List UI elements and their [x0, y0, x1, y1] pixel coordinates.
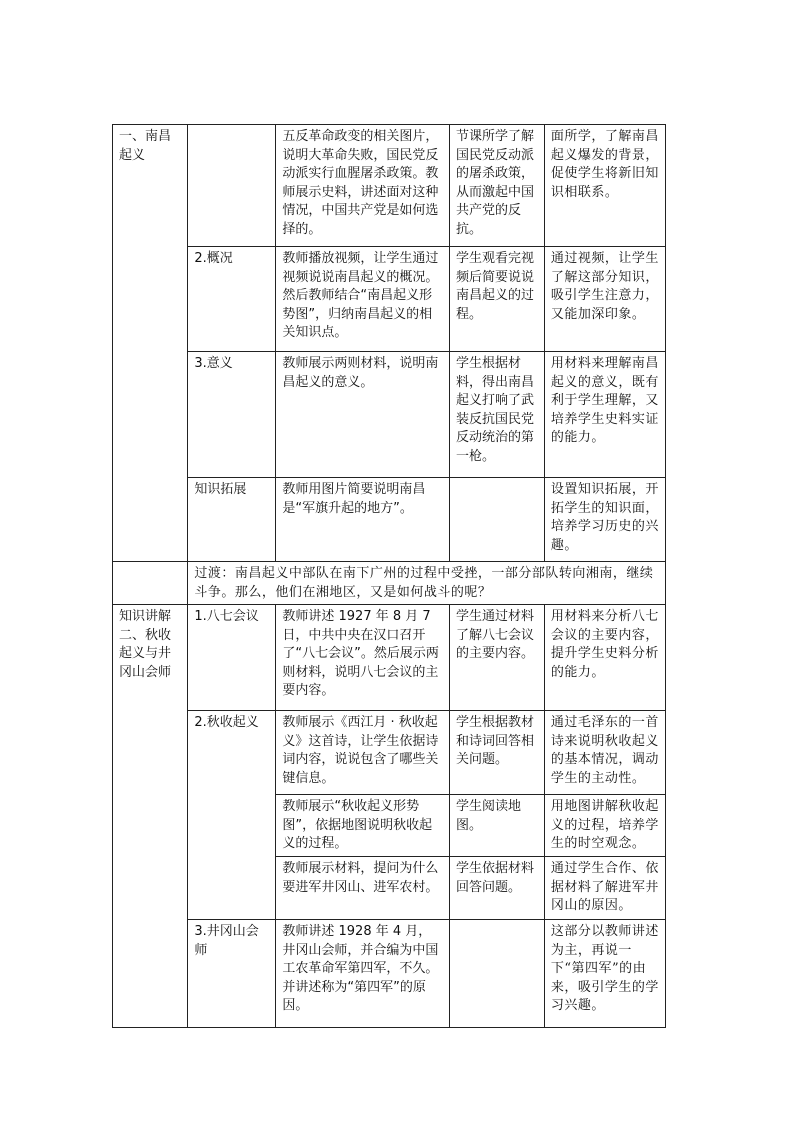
- section-nanchang-uprising: 一、南昌起义: [113, 125, 188, 562]
- table-row: [113, 125, 666, 247]
- design-intent-cell: 通过毛泽东的一首诗来说明秋收起义的基本情况，调动学生的主动性。: [544, 711, 665, 795]
- teacher-activity-cell: 五反革命政变的相关图片，说明大革命失败，国民党反动派实行血腥屠杀政策。教师展示史料，讲述面对这种情况，中国共产党是如何选择的。: [276, 125, 450, 247]
- design-intent-cell: 用地图讲解秋收起义的过程，培养学生的时空观念。: [544, 795, 665, 857]
- table-row: [113, 478, 666, 562]
- design-intent-cell: 这部分以教师讲述为主，再说一下“第四军”的由来，吸引学生的学习兴趣。: [544, 920, 665, 1028]
- table-row: [113, 711, 666, 795]
- table-row: [113, 247, 666, 352]
- teacher-activity-cell: 教师讲述 1927 年 8 月 7 日，中共中央在汉口召开了“八七会议”。然后展示两则材料，说明八七会议的主要内容。: [276, 605, 450, 711]
- student-activity-cell: [450, 920, 545, 1028]
- teacher-activity-cell: 教师展示《西江月 · 秋收起义》这首诗，让学生依据诗词内容，说说包含了哪些关键信息。: [276, 711, 450, 795]
- design-intent-cell: 通过学生合作、依据材料了解进军井冈山的原因。: [544, 857, 665, 920]
- teacher-activity-cell: 教师用图片简要说明南昌是“军旗升起的地方”。: [276, 478, 450, 562]
- table-row: [113, 605, 666, 711]
- student-activity-cell: [450, 478, 545, 562]
- student-activity-cell: 学生观看完视频后简要说说南昌起义的过程。: [450, 247, 545, 352]
- transition-text: 过渡：南昌起义中部队在南下广州的过程中受挫，一部分部队转向湘南，继续斗争。那么，他们在湘地区，又是如何战斗的呢？: [188, 562, 666, 605]
- teacher-activity-cell: 教师播放视频，让学生通过视频说说南昌起义的概况。然后教师结合“南昌起义形势图”，归纳南昌起义的相关知识点。: [276, 247, 450, 352]
- topic-overview: 2.概况: [188, 247, 276, 352]
- design-intent-cell: 用材料来理解南昌起义的意义，既有利于学生理解，又培养学生史料实证的能力。: [544, 352, 665, 478]
- student-activity-cell: 学生根据材料，得出南昌起义打响了武装反抗国民党反动统治的第一枪。: [450, 352, 545, 478]
- student-activity-cell: 学生根据教材和诗词回答相关问题。: [450, 711, 545, 795]
- lesson-plan-table: [112, 124, 666, 1028]
- section-cell-empty: [113, 562, 188, 605]
- student-activity-cell: 学生阅读地图。: [450, 795, 545, 857]
- design-intent-cell: 面所学，了解南昌起义爆发的背景，促使学生将新旧知识相联系。: [544, 125, 665, 247]
- topic-august-seventh-meeting: 1.八七会议: [188, 605, 276, 711]
- topic-knowledge-extension: 知识拓展: [188, 478, 276, 562]
- design-intent-cell: 设置知识拓展，开拓学生的知识面，培养学习历史的兴趣。: [544, 478, 665, 562]
- teacher-activity-cell: 教师展示材料，提问为什么要进军井冈山、进军农村。: [276, 857, 450, 920]
- teacher-activity-cell: 教师展示两则材料，说明南昌起义的意义。: [276, 352, 450, 478]
- table-row: [113, 562, 666, 605]
- student-activity-cell: 学生依据材料回答问题。: [450, 857, 545, 920]
- topic-significance: 3.意义: [188, 352, 276, 478]
- student-activity-cell: 学生通过材料了解八七会议的主要内容。: [450, 605, 545, 711]
- table-row: [113, 352, 666, 478]
- teacher-activity-cell: 教师展示“秋收起义形势图”，依据地图说明秋收起义的过程。: [276, 795, 450, 857]
- topic-autumn-harvest-uprising: 2.秋收起义: [188, 711, 276, 920]
- topic-jinggangshan-joining: 3.井冈山会师: [188, 920, 276, 1028]
- teacher-activity-cell: 教师讲述 1928 年 4 月，井冈山会师，并合编为中国工农革命军第四军，不久。并讲述称为“第四军”的原因。: [276, 920, 450, 1028]
- section-autumn-harvest: 知识讲解二、秋收起义与井冈山会师: [113, 605, 188, 1028]
- table-row: [113, 920, 666, 1028]
- topic-cell-empty: [188, 125, 276, 247]
- student-activity-cell: 节课所学了解国民党反动派的屠杀政策，从而激起中国共产党的反抗。: [450, 125, 545, 247]
- design-intent-cell: 通过视频，让学生了解这部分知识，吸引学生注意力，又能加深印象。: [544, 247, 665, 352]
- design-intent-cell: 用材料来分析八七会议的主要内容，提升学生史料分析的能力。: [544, 605, 665, 711]
